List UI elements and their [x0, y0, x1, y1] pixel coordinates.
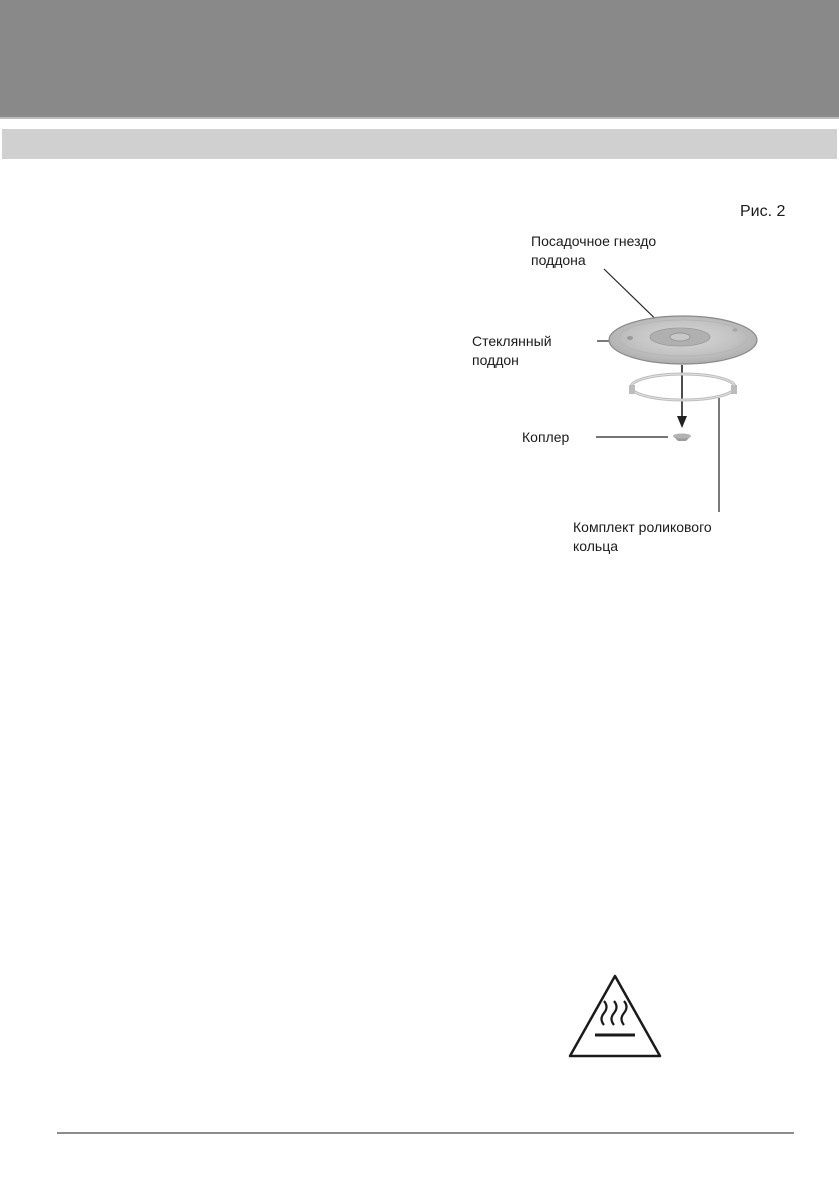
callout-roller-ring: [573, 518, 712, 556]
leader-line-slot: [604, 269, 672, 335]
callout-coupler: [522, 428, 569, 447]
assembly-arrow-head: [677, 416, 687, 428]
hot-surface-warning-icon: [567, 973, 663, 1059]
glass-tray-shape: [609, 316, 757, 364]
callout-roller-ring-line1: Комплект роликового: [573, 519, 712, 535]
callout-glass-tray: [472, 332, 552, 370]
roller-ring-shape: [629, 374, 737, 400]
callout-tray-slot: [531, 232, 656, 270]
callout-tray-slot-line1: Посадочное гнездо: [531, 233, 657, 249]
callout-glass-tray-line1: Стеклянный: [472, 333, 552, 349]
callout-glass-tray-line2: поддон: [472, 352, 519, 368]
header-divider: [0, 117, 839, 119]
callout-coupler-line1: Коплер: [522, 429, 570, 445]
footer-rule: [57, 1132, 794, 1134]
callout-roller-ring-line2: кольца: [573, 538, 619, 554]
figure-label: Рис. 2: [740, 203, 786, 220]
callout-tray-slot-line2: поддона: [531, 252, 586, 268]
coupler-shape: [673, 434, 691, 442]
section-title-bar: [2, 129, 837, 159]
header-band: [0, 0, 839, 117]
